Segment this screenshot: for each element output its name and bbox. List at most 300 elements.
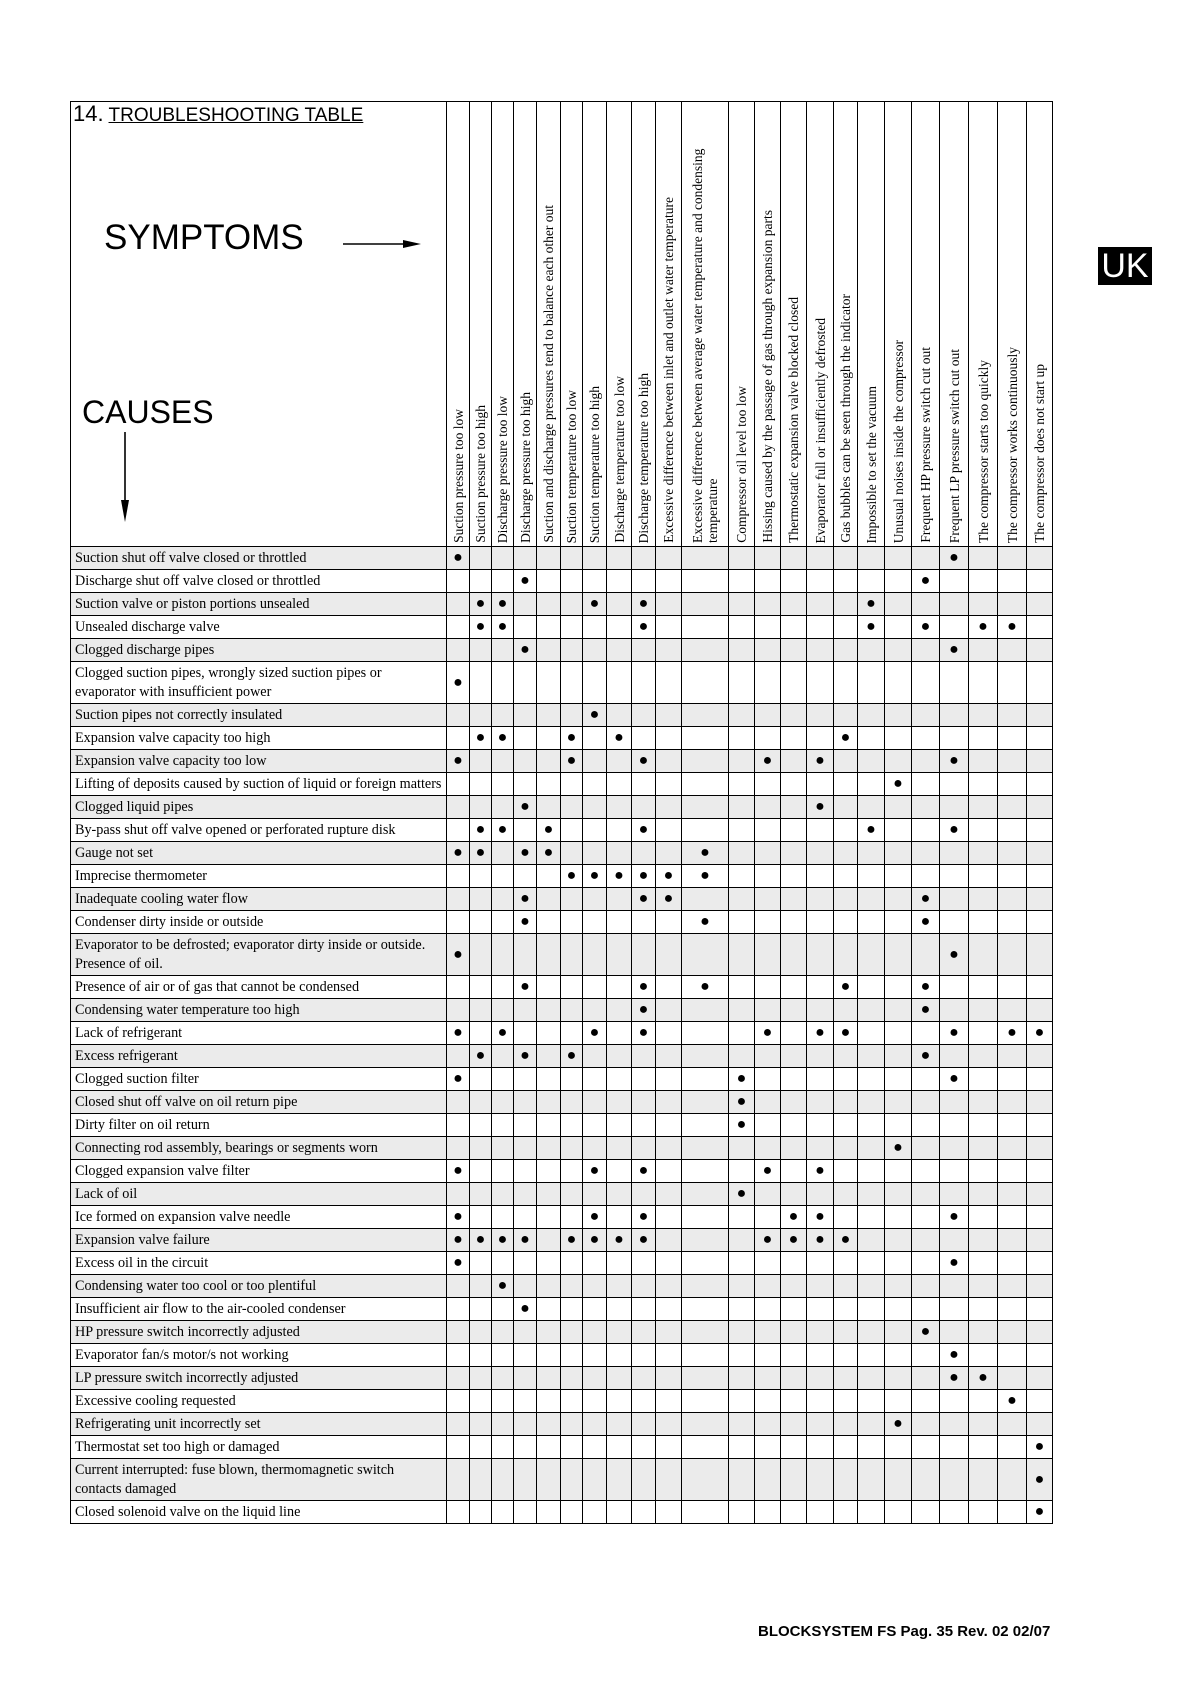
symptom-cell: [1027, 1091, 1053, 1114]
symptom-cell: [607, 616, 632, 639]
symptom-cell: [607, 1183, 632, 1206]
bullet-marker-icon: ●: [497, 1277, 508, 1294]
symptom-cell: [583, 704, 607, 727]
symptom-cell: [470, 1390, 492, 1413]
bullet-marker-icon: ●: [614, 867, 624, 884]
symptom-cell: [514, 1344, 537, 1367]
symptom-cell: [755, 1459, 781, 1501]
bullet-marker-icon: ●: [520, 1300, 530, 1317]
bullet-marker-icon: ●: [520, 572, 530, 589]
symptom-cell: [1027, 1275, 1053, 1298]
symptom-cell: [514, 1137, 537, 1160]
symptom-cell: [858, 639, 885, 662]
symptom-cell: [492, 1344, 514, 1367]
bullet-marker-icon: ●: [589, 595, 600, 612]
symptom-cell: [537, 819, 561, 842]
bullet-marker-icon: ●: [736, 1185, 747, 1202]
symptom-cell: [632, 842, 656, 865]
cause-label: Ice formed on expansion valve needle: [71, 1206, 447, 1229]
symptom-cell: [656, 819, 682, 842]
symptom-cell: [781, 819, 807, 842]
bullet-marker-icon: ●: [543, 844, 554, 861]
symptom-cell: [514, 999, 537, 1022]
symptom-cell: [632, 999, 656, 1022]
bullet-marker-icon: ●: [497, 595, 508, 612]
bullet-marker-icon: ●: [736, 1070, 747, 1087]
symptom-cell: [607, 1413, 632, 1436]
symptom-cell: [940, 662, 969, 704]
cause-label: Expansion valve capacity too high: [71, 727, 447, 750]
symptom-cell: [583, 750, 607, 773]
symptom-cell: [447, 934, 470, 976]
symptom-cell: [858, 1183, 885, 1206]
symptom-cell: [561, 1206, 583, 1229]
symptom-header: [607, 102, 632, 547]
symptom-cell: [858, 1022, 885, 1045]
symptom-header: [807, 102, 834, 547]
symptom-cell: [470, 1183, 492, 1206]
symptom-cell: [656, 976, 682, 999]
symptom-cell: [514, 842, 537, 865]
symptom-cell: [858, 1114, 885, 1137]
symptom-cell: [514, 1114, 537, 1137]
bullet-marker-icon: ●: [453, 752, 463, 769]
cause-row: [71, 1459, 1053, 1501]
cause-row: [71, 888, 1053, 911]
cause-label: Closed solenoid valve on the liquid line: [71, 1501, 447, 1524]
header-row: [71, 102, 1053, 547]
symptom-cell: [470, 1275, 492, 1298]
symptom-cell: [755, 1183, 781, 1206]
symptom-cell: [807, 819, 834, 842]
symptom-header: [755, 102, 781, 547]
symptom-cell: [755, 1160, 781, 1183]
symptom-cell: [632, 934, 656, 976]
symptom-cell: [940, 1137, 969, 1160]
bullet-marker-icon: ●: [840, 729, 851, 746]
bullet-marker-icon: ●: [840, 1231, 851, 1248]
symptom-cell: [969, 1321, 998, 1344]
bullet-marker-icon: ●: [520, 978, 530, 995]
symptom-cell: [607, 593, 632, 616]
symptom-cell: [514, 1229, 537, 1252]
symptom-cell: [885, 593, 912, 616]
symptom-cell: [755, 842, 781, 865]
symptom-cell: [682, 662, 729, 704]
bullet-marker-icon: ●: [893, 775, 903, 792]
symptom-cell: [514, 819, 537, 842]
symptom-cell: [807, 911, 834, 934]
symptom-cell: [998, 842, 1027, 865]
symptom-cell: [807, 1275, 834, 1298]
symptom-cell: [998, 1206, 1027, 1229]
symptom-cell: [755, 1321, 781, 1344]
symptom-cell: [492, 1206, 514, 1229]
symptom-cell: [447, 888, 470, 911]
bullet-marker-icon: ●: [497, 618, 508, 635]
symptom-cell: [807, 639, 834, 662]
symptom-cell: [781, 865, 807, 888]
symptom-cell: [755, 1252, 781, 1275]
symptom-cell: [969, 842, 998, 865]
cause-row: [71, 796, 1053, 819]
symptom-cell: [1027, 593, 1053, 616]
symptom-cell: [632, 1459, 656, 1501]
bullet-marker-icon: ●: [788, 1231, 799, 1248]
symptom-cell: [781, 1413, 807, 1436]
symptom-cell: [1027, 842, 1053, 865]
symptom-cell: [656, 1045, 682, 1068]
symptom-cell: [514, 1206, 537, 1229]
symptom-cell: [885, 1206, 912, 1229]
symptom-cell: [858, 1252, 885, 1275]
symptom-label: Discharge temperature too low: [611, 376, 627, 543]
bullet-marker-icon: ●: [949, 1346, 959, 1363]
symptom-cell: [447, 1413, 470, 1436]
symptom-cell: [834, 616, 858, 639]
symptom-cell: [561, 1068, 583, 1091]
symptom-cell: [656, 773, 682, 796]
symptom-cell: [912, 976, 940, 999]
symptom-cell: [969, 934, 998, 976]
bullet-marker-icon: ●: [614, 1231, 624, 1248]
symptom-cell: [834, 570, 858, 593]
symptom-cell: [583, 1022, 607, 1045]
symptom-cell: [632, 865, 656, 888]
symptom-cell: [583, 1321, 607, 1344]
symptom-cell: [583, 1114, 607, 1137]
symptom-cell: [561, 593, 583, 616]
symptom-cell: [807, 1298, 834, 1321]
symptom-cell: [912, 999, 940, 1022]
symptom-cell: [912, 1501, 940, 1524]
symptom-cell: [834, 865, 858, 888]
symptom-cell: [885, 1022, 912, 1045]
cause-row: [71, 976, 1053, 999]
symptom-cell: [607, 547, 632, 570]
symptom-cell: [834, 888, 858, 911]
symptom-cell: [729, 1137, 755, 1160]
symptom-cell: [912, 1022, 940, 1045]
symptom-cell: [583, 547, 607, 570]
symptom-cell: [969, 593, 998, 616]
symptom-cell: [632, 1501, 656, 1524]
symptom-cell: [729, 1459, 755, 1501]
symptom-cell: [583, 1252, 607, 1275]
symptom-cell: [834, 1321, 858, 1344]
symptom-cell: [583, 773, 607, 796]
symptom-cell: [470, 1114, 492, 1137]
symptom-cell: [1027, 773, 1053, 796]
cause-row: [71, 727, 1053, 750]
symptom-cell: [470, 570, 492, 593]
cause-label: Clogged expansion valve filter: [71, 1160, 447, 1183]
symptom-cell: [561, 842, 583, 865]
symptom-cell: [834, 1344, 858, 1367]
symptom-label: Discharge pressure too high: [517, 392, 533, 543]
bullet-marker-icon: ●: [815, 1024, 825, 1041]
symptom-cell: [514, 865, 537, 888]
bullet-marker-icon: ●: [638, 1024, 649, 1041]
symptom-cell: [470, 593, 492, 616]
symptom-cell: [561, 1137, 583, 1160]
symptom-cell: [537, 842, 561, 865]
symptom-cell: [998, 1183, 1027, 1206]
symptom-cell: [912, 727, 940, 750]
symptom-cell: [1027, 911, 1053, 934]
symptom-cell: [834, 1436, 858, 1459]
symptom-label: Suction and discharge pressures tend to balance each other out: [541, 205, 556, 543]
symptom-cell: [682, 1137, 729, 1160]
symptom-cell: [807, 1022, 834, 1045]
symptom-cell: [781, 1160, 807, 1183]
page-footer: BLOCKSYSTEM FS Pag. 35 Rev. 02 02/07: [758, 1623, 1051, 1640]
symptom-cell: [447, 1501, 470, 1524]
symptom-cell: [885, 773, 912, 796]
symptom-cell: [912, 1367, 940, 1390]
symptom-cell: [969, 1459, 998, 1501]
cause-label: Presence of air or of gas that cannot be condensed: [71, 976, 447, 999]
bullet-marker-icon: ●: [589, 1208, 600, 1225]
symptom-cell: [682, 1022, 729, 1045]
cause-label: Expansion valve capacity too low: [71, 750, 447, 773]
symptom-cell: [834, 1459, 858, 1501]
symptom-cell: [656, 704, 682, 727]
bullet-marker-icon: ●: [497, 729, 508, 746]
symptom-cell: [807, 1501, 834, 1524]
symptom-cell: [447, 1045, 470, 1068]
bullet-marker-icon: ●: [920, 1001, 931, 1018]
symptom-cell: [492, 796, 514, 819]
symptom-cell: [969, 662, 998, 704]
symptom-cell: [940, 1298, 969, 1321]
symptom-cell: [858, 773, 885, 796]
bullet-marker-icon: ●: [638, 1231, 649, 1248]
symptom-cell: [682, 704, 729, 727]
symptom-cell: [729, 1367, 755, 1390]
bullet-marker-icon: ●: [1034, 1438, 1045, 1455]
symptom-cell: [858, 911, 885, 934]
symptom-cell: [561, 1229, 583, 1252]
symptom-cell: [1027, 704, 1053, 727]
symptom-cell: [858, 842, 885, 865]
symptom-cell: [858, 1091, 885, 1114]
symptom-cell: [583, 1344, 607, 1367]
cause-row: [71, 547, 1053, 570]
symptom-cell: [912, 842, 940, 865]
symptom-cell: [1027, 662, 1053, 704]
symptom-cell: [682, 727, 729, 750]
symptom-cell: [632, 1068, 656, 1091]
cause-row: [71, 1183, 1053, 1206]
symptom-cell: [561, 999, 583, 1022]
symptom-cell: [656, 1229, 682, 1252]
symptom-cell: [583, 1068, 607, 1091]
symptom-cell: [656, 1091, 682, 1114]
symptom-cell: [781, 1298, 807, 1321]
symptom-cell: [885, 1229, 912, 1252]
symptom-cell: [492, 547, 514, 570]
symptom-cell: [807, 865, 834, 888]
bullet-marker-icon: ●: [1007, 618, 1017, 635]
symptom-cell: [492, 1459, 514, 1501]
symptom-cell: [834, 593, 858, 616]
symptom-cell: [583, 911, 607, 934]
symptom-cell: [998, 547, 1027, 570]
cause-row: [71, 1022, 1053, 1045]
bullet-marker-icon: ●: [520, 798, 530, 815]
symptom-cell: [470, 1298, 492, 1321]
symptom-cell: [834, 1501, 858, 1524]
symptom-cell: [537, 1252, 561, 1275]
symptom-cell: [537, 1045, 561, 1068]
symptom-cell: [607, 1390, 632, 1413]
symptom-cell: [514, 1160, 537, 1183]
symptom-cell: [781, 1068, 807, 1091]
symptom-cell: [940, 1344, 969, 1367]
symptom-cell: [607, 819, 632, 842]
symptom-cell: [537, 1022, 561, 1045]
symptom-header: [998, 102, 1027, 547]
symptom-cell: [729, 1298, 755, 1321]
symptom-cell: [470, 842, 492, 865]
symptom-cell: [998, 1137, 1027, 1160]
cause-label: Condensing water too cool or too plentiful: [71, 1275, 447, 1298]
symptom-cell: [940, 842, 969, 865]
symptom-cell: [858, 1229, 885, 1252]
symptom-cell: [781, 773, 807, 796]
symptom-cell: [1027, 547, 1053, 570]
symptom-cell: [656, 1275, 682, 1298]
bullet-marker-icon: ●: [788, 1208, 799, 1225]
cause-label: Unsealed discharge valve: [71, 616, 447, 639]
cause-label: Thermostat set too high or damaged: [71, 1436, 447, 1459]
symptom-cell: [561, 1252, 583, 1275]
cause-row: [71, 639, 1053, 662]
symptom-cell: [537, 662, 561, 704]
symptom-cell: [998, 911, 1027, 934]
symptom-cell: [834, 1160, 858, 1183]
symptom-cell: [682, 796, 729, 819]
symptom-header: [912, 102, 940, 547]
symptom-header: [492, 102, 514, 547]
symptom-cell: [447, 1091, 470, 1114]
symptom-cell: [807, 1252, 834, 1275]
symptom-header: [656, 102, 682, 547]
symptom-cell: [998, 796, 1027, 819]
symptom-cell: [537, 727, 561, 750]
language-badge: UK: [1098, 247, 1152, 285]
symptom-cell: [998, 1344, 1027, 1367]
symptom-cell: [755, 1022, 781, 1045]
symptom-cell: [807, 616, 834, 639]
cause-label: Evaporator fan/s motor/s not working: [71, 1344, 447, 1367]
symptom-cell: [885, 727, 912, 750]
symptom-cell: [834, 1298, 858, 1321]
symptom-cell: [729, 1022, 755, 1045]
symptom-cell: [885, 1160, 912, 1183]
symptom-cell: [834, 934, 858, 976]
symptom-cell: [447, 662, 470, 704]
symptom-cell: [969, 727, 998, 750]
symptom-cell: [834, 1137, 858, 1160]
symptom-cell: [607, 911, 632, 934]
symptom-cell: [583, 1275, 607, 1298]
symptom-cell: [470, 819, 492, 842]
symptom-cell: [755, 1229, 781, 1252]
bullet-marker-icon: ●: [497, 821, 508, 838]
symptom-cell: [537, 1459, 561, 1501]
symptom-cell: [755, 750, 781, 773]
symptom-cell: [632, 1206, 656, 1229]
symptom-cell: [912, 1206, 940, 1229]
symptom-cell: [885, 750, 912, 773]
symptom-cell: [561, 1459, 583, 1501]
symptom-cell: [969, 1022, 998, 1045]
symptom-cell: [940, 773, 969, 796]
symptom-cell: [447, 865, 470, 888]
symptom-header: [969, 102, 998, 547]
symptom-cell: [885, 1413, 912, 1436]
symptom-cell: [998, 1459, 1027, 1501]
bullet-marker-icon: ●: [762, 1231, 773, 1248]
symptom-cell: [607, 934, 632, 976]
symptom-cell: [1027, 976, 1053, 999]
symptom-cell: [632, 1229, 656, 1252]
symptom-cell: [940, 1206, 969, 1229]
symptom-cell: [940, 1045, 969, 1068]
cause-row: [71, 1413, 1053, 1436]
symptom-cell: [514, 593, 537, 616]
symptom-label: Hissing caused by the passage of gas through expansion parts: [760, 210, 775, 543]
symptom-cell: [781, 1114, 807, 1137]
symptom-cell: [940, 1114, 969, 1137]
bullet-marker-icon: ●: [497, 1231, 508, 1248]
cause-row: [71, 662, 1053, 704]
symptom-cell: [682, 1298, 729, 1321]
symptom-cell: [834, 727, 858, 750]
symptom-cell: [858, 1413, 885, 1436]
symptom-cell: [940, 704, 969, 727]
symptom-cell: [470, 704, 492, 727]
symptom-cell: [537, 547, 561, 570]
symptom-cell: [492, 1367, 514, 1390]
symptom-cell: [583, 1436, 607, 1459]
symptom-cell: [885, 1275, 912, 1298]
symptom-cell: [537, 1390, 561, 1413]
symptom-cell: [656, 1413, 682, 1436]
symptom-label: Frequent LP pressure switch cut out: [946, 348, 962, 543]
symptom-cell: [492, 842, 514, 865]
bullet-marker-icon: ●: [638, 1001, 649, 1018]
symptom-cell: [492, 639, 514, 662]
symptom-cell: [834, 999, 858, 1022]
symptom-cell: [561, 1275, 583, 1298]
symptom-cell: [834, 796, 858, 819]
symptom-cell: [682, 1114, 729, 1137]
symptom-cell: [1027, 1229, 1053, 1252]
symptom-cell: [858, 1275, 885, 1298]
symptom-cell: [492, 1160, 514, 1183]
symptom-cell: [682, 819, 729, 842]
bullet-marker-icon: ●: [638, 1162, 649, 1179]
cause-row: [71, 1298, 1053, 1321]
symptom-cell: [583, 1413, 607, 1436]
symptom-cell: [537, 865, 561, 888]
symptom-cell: [885, 1183, 912, 1206]
symptom-cell: [537, 773, 561, 796]
symptom-cell: [1027, 1206, 1053, 1229]
